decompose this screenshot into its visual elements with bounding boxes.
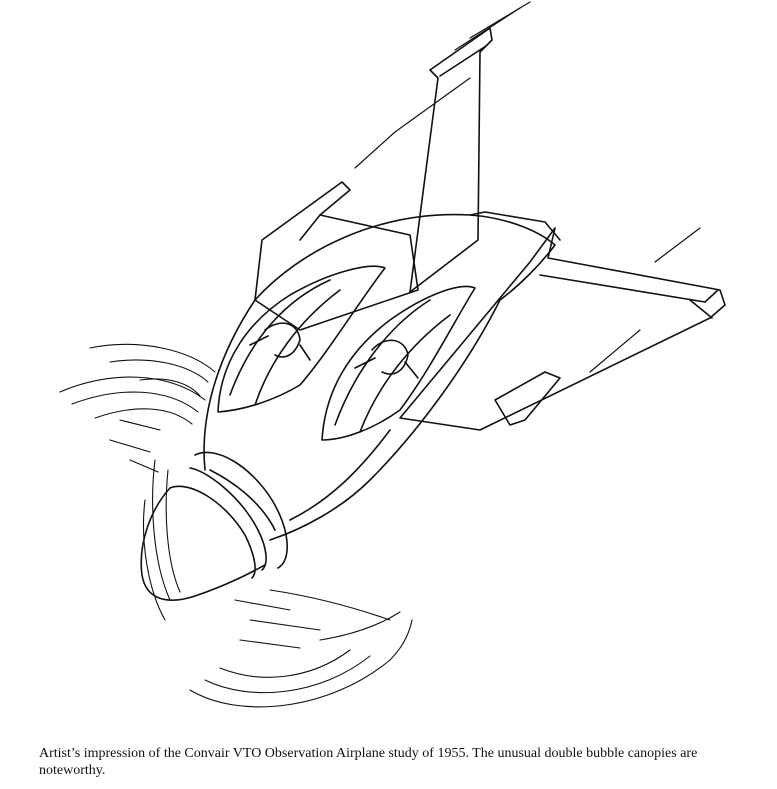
right-wing (400, 228, 725, 430)
figure-caption: Artist’s impression of the Convair VTO Observation Airplane study of 1955. The unusual double bubble canopies are noteworthy. (39, 746, 698, 778)
propeller-blur (60, 344, 412, 706)
right-canopy (322, 287, 475, 440)
tail-fin (410, 28, 492, 292)
fuselage (204, 212, 560, 540)
left-wing (255, 182, 418, 330)
left-canopy (218, 266, 385, 412)
nose-spinner (141, 452, 287, 600)
